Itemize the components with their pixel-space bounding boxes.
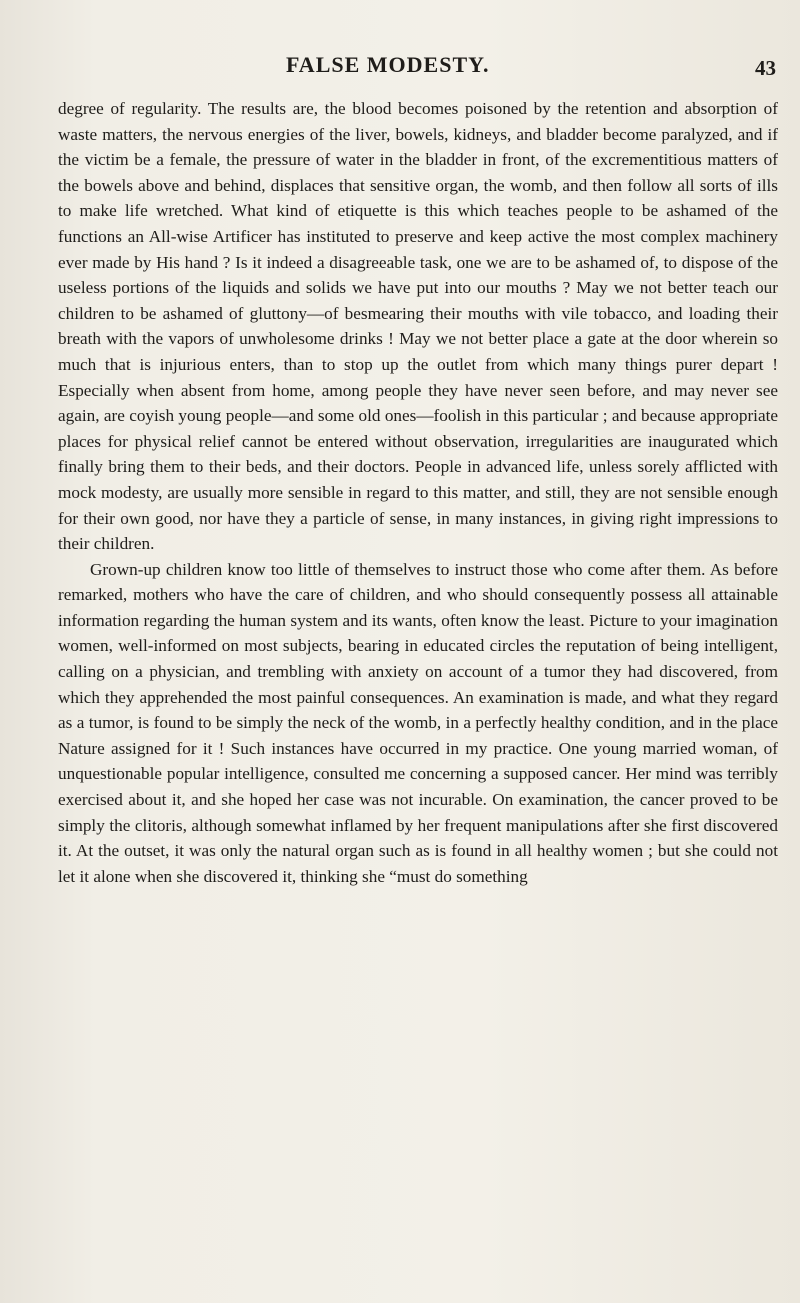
page-number: 43 [755, 56, 776, 80]
running-title: FALSE MODESTY. [286, 52, 490, 77]
body-text [58, 96, 778, 889]
paragraph-1: degree of regularity. The results are, the blood becomes poisoned by the retention and absorption of waste matters, the nervous energies of the liver, bowels, kidneys, and bladder become paralyzed, and if the victim be a female, the pressure of water in the bladder in front, of the excrementitious matters of the bowels above and behind, displaces that sensitive organ, the womb, and then follow all sorts of ills to make life wretched. What kind of etiquette is this which teaches people to be ashamed of the functions an All-wise Artificer has instituted to preserve and keep active the most complex machinery ever made by His hand ? Is it indeed a disagreeable task, one we are to be ashamed of, to dispose of the useless portions of the liquids and solids we have put into our mouths ? May we not better teach our children to be ashamed of gluttony—of besmearing their mouths with vile tobacco, and loading their breath with the vapors of unwholesome drinks ! May we not better place a gate at the door wherein so much that is injurious enters, than to stop up the outlet from which many things purer depart ! Especially when absent from home, among people they have never seen before, and may never see again, are coyish young people—and some old ones—foolish in this particular ; and because appropriate places for physical relief cannot be entered without observation, irregularities are inaugurated which finally bring them to their beds, and their doctors. People in advanced life, unless sorely afflicted with mock modesty, are usually more sensible in regard to this matter, and still, they are not sensible enough for their own good, nor have they a particle of sense, in many instances, in giving right impressions to their children. [58, 99, 778, 554]
paragraph-2: Grown-up children know too little of themselves to instruct those who come after them. As before remarked, mothers who have the care of children, and who should consequently possess all attainable information regarding the human system and its wants, often know the least. Picture to your imagination women, well-informed on most subjects, bearing in educated circles the reputation of being intelligent, calling on a physician, and trembling with anxiety on account of a tumor they had discovered, from which they apprehended the most painful consequences. An examination is made, and what they regard as a tumor, is found to be simply the neck of the womb, in a perfectly healthy condition, and in the place Nature assigned for it ! Such instances have occurred in my practice. One young married woman, of unquestionable popular intelligence, consulted me concerning a supposed cancer. Her mind was terribly exercised about it, and she hoped her case was not incurable. On examination, the cancer proved to be simply the clitoris, although somewhat inflamed by her frequent manipulations after she first discovered it. At the outset, it was only the natural organ such as is found in all healthy women ; but she could not let it alone when she discovered it, thinking she “must do something [58, 559, 778, 886]
page-header [0, 52, 800, 86]
